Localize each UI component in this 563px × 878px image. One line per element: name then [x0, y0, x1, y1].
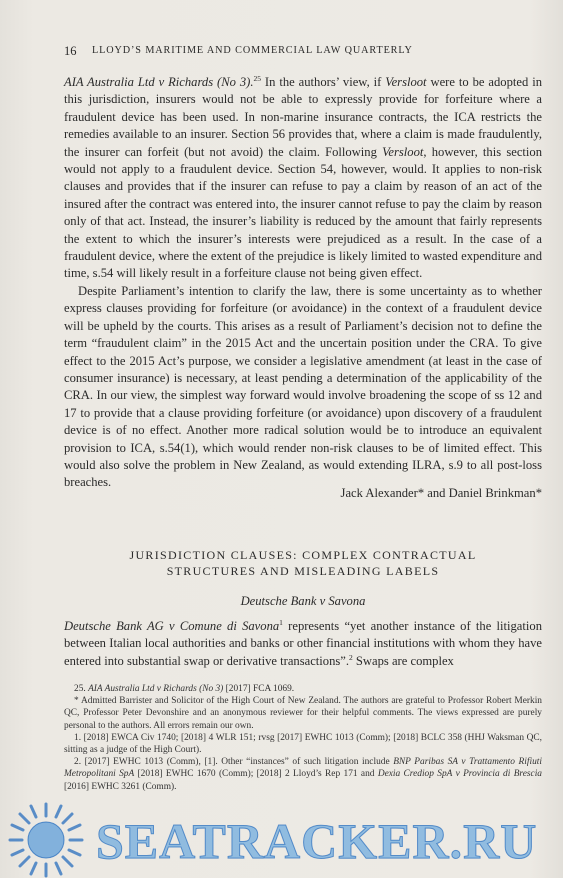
section-heading	[64, 547, 542, 579]
watermark-text: SEATRACKER.RU	[96, 813, 538, 869]
author-byline: Jack Alexander* and Daniel Brinkman*	[340, 486, 542, 500]
case-citation: Deutsche Bank AG v Comune di Savona	[64, 619, 280, 633]
case-citation: AIA Australia Ltd v Richards (No 3).	[64, 75, 254, 89]
running-head	[64, 44, 514, 60]
paragraph: Deutsche Bank AG v Comune di Savona$^1$ represents “yet another instance of the litigation between Italian local authorities and banks or other financial institutions with whom they have entered into substantial swap or derivative transactions”.$^2$ Swaps are complex	[64, 618, 542, 668]
case-name-heading: Deutsche Bank v Savona	[240, 594, 366, 608]
footnote-1: 1. [2018] EWCA Civ 1740; [2018] 4 WLR 151; rvsg [2017] EWHC 1013 (Comm); [2018] BCLC 358 (HHJ Waksman QC, sitting as a judge of the High Court).	[64, 732, 542, 756]
footnotes	[64, 683, 542, 793]
paragraph: AIA Australia Ltd v Richards (No 3).$^{25}$ In the authors’ view, if Versloot were to be adopted in this jurisdiction, insurers would not be able to expressly provide for forfeiture where a fraudulent device has been used. In non-marine insurance contracts, the ICA restricts the remedies available to an insurer. Section 56 provides that, where a claim is made fraudulently, the insurer can forfeit (but not avoid) the claim. Following Versloot, however, this section would not apply to a fraudulent device. Section 54, however, would. It applies to non-risk clauses and provides that if the insurer can refuse to pay a claim by reason of an act of the insured after the contract was entered into, the insurer cannot refuse to pay the claim by reason only of that act. Instead, the insurer’s liability is reduced by the amount that fairly represents the extent to which the insurer’s interests were prejudiced as a result. In the case of a fraudulent device, where the extent of the prejudice is likely limited to wasted expenditure and time, s.54 will likely result in a forfeiture clause not being given effect.	[64, 74, 543, 281]
footnote-ref[interactable]: 1	[279, 618, 283, 627]
footnote-author: * Admitted Barrister and Solicitor of the High Court of New Zealand. The authors are grateful to Professor Robert Merkin QC, Professor Peter Devonshire and an anonymous reviewer for their helpful comments. The views expressed are purely personal to the authors. All errors remain our own.	[64, 696, 542, 731]
journal-title: LLOYD’S MARITIME AND COMMERCIAL LAW QUARTERLY	[92, 45, 413, 56]
footnote-ref[interactable]: 2	[349, 652, 353, 662]
section-body	[64, 618, 542, 670]
case-citation: Versloot	[385, 75, 427, 89]
section-heading-line: JURISDICTION CLAUSES: COMPLEX CONTRACTUAL	[129, 548, 477, 562]
article-body	[64, 74, 542, 492]
page-number: 16	[64, 44, 77, 58]
sun-logo-icon	[0, 800, 100, 878]
footnote-25: 25. AIA Australia Ltd v Richards (No 3) [2017] FCA 1069.	[74, 684, 295, 694]
case-citation: Versloot	[382, 144, 424, 159]
watermark	[0, 800, 563, 878]
paragraph: Despite Parliament’s intention to clarify the law, there is some uncertainty as to whether express clauses providing for forfeiture (or avoidance) in the context of a fraudulent device will be upheld by the courts. This arises as a result of Parliament’s decision not to define the term “fraudulent claim” in the 2015 Act and the uncertain position under the CRA. To give effect to the 2015 Act’s purpose, we consider a legislative amendment (at least in the case of consumer insurance) is necessary, at least pending a determination of the applicability of the CRA. In our view, the simplest way forward would involve broadening the scope of ss 12 and 17 to provide that a clause providing forfeiture (or avoidance) upon discovery of a fraudulent device is of no effect. Another more radical solution would be to introduce an equivalent provision to ICA, s.54(1), which would render non-risk clauses to be of limited effect. This would also solve the problem in New Zealand, as would extending ILRA, s.9 to all post-loss breaches.	[64, 283, 542, 490]
section-heading-line: STRUCTURES AND MISLEADING LABELS	[166, 564, 440, 578]
footnote-2: 2. [2017] EWHC 1013 (Comm), [1]. Other “instances” of such litigation include BNP Paribas SA v Trattamento Rifiuti Metropolitani SpA [2018] EWHC 1670 (Comm); [2018] 2 Lloyd’s Rep 171 and Dexia Crediop SpA v Provincia di Brescia [2016] EWHC 3261 (Comm).	[64, 757, 542, 792]
footnote-ref[interactable]: 25	[253, 74, 261, 83]
